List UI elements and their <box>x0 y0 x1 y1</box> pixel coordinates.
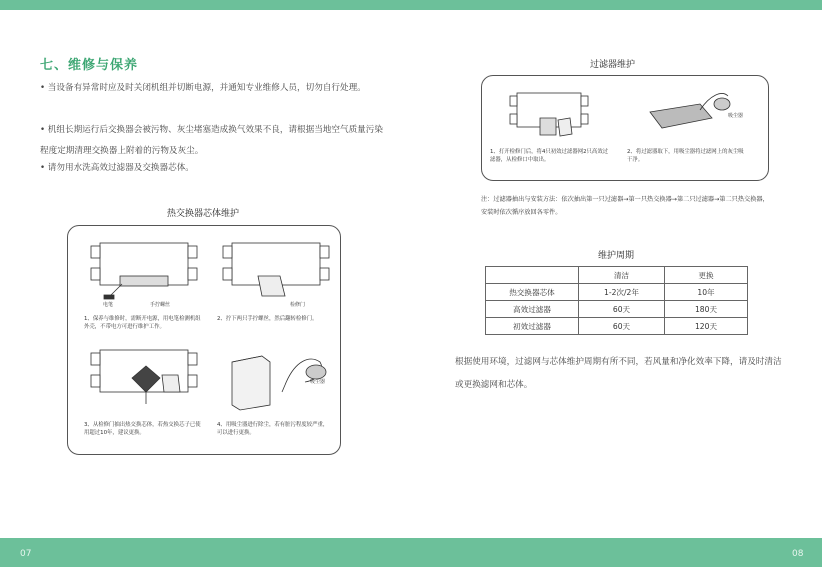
bottom-accent-bar <box>0 538 822 567</box>
core-step3-caption: 3、从检修门抽出热交换芯体，若热交换芯子已使用超过10年，建议更换。 <box>84 422 201 436</box>
table-cell: 1-2次/2年 <box>579 284 665 301</box>
core-step1-label-screw: 手拧螺丝 <box>150 302 171 308</box>
table-cell: 10年 <box>665 284 748 301</box>
table-cell: 初效过滤器 <box>486 318 579 335</box>
paragraph-3: • 请勿用水洗高效过滤器及交换器芯体。 <box>40 163 194 173</box>
paragraph-2: • 机组长期运行后交换器会被污物、灰尘堵塞造成换气效果不良，请根据当地空气质量污染程度定期清理交换器上附着的污物及灰尘。 <box>40 125 383 156</box>
table-row <box>486 284 748 301</box>
table-header-cell: 更换 <box>665 267 748 284</box>
maintenance-text: 根据使用环境，过滤网与芯体维护周期有所不同，若风量和净化效率下降，请及时清洁或更换滤网和芯体。 <box>455 357 782 390</box>
core-step1-caption: 1、保养与维修时，需断开电源，用电笔检测机组外壳，不带电方可进行维护工作。 <box>84 316 201 330</box>
table-cell: 高效过滤器 <box>486 301 579 318</box>
page-number-left: 07 <box>20 549 32 559</box>
table-cell: 热交换器芯体 <box>486 284 579 301</box>
filter-maintenance-title: 过滤器维护 <box>590 60 636 70</box>
filter-step1-caption: 1、打开检修门后，将4只初效过滤器网2只高效过滤器，从检修口中取出。 <box>490 149 609 163</box>
table-cell: 120天 <box>665 318 748 335</box>
table-header-row <box>486 267 748 284</box>
page-number-right: 08 <box>792 549 804 559</box>
core-step1-label-pen: 电笔 <box>103 302 114 308</box>
core-step4-label-vacuum: 吸尘器 <box>310 379 326 385</box>
table-cell: 180天 <box>665 301 748 318</box>
core-step4-caption: 4、用吸尘器进行除尘，若有脏污程度较严重，可以进行更换。 <box>217 422 329 436</box>
core-maintenance-title: 热交换器芯体维护 <box>167 209 240 219</box>
section-title: 七、维修与保养 <box>40 58 139 73</box>
filter-step2-caption: 2、将过滤器取下，用吸尘器将过滤网上的灰尘吸干净。 <box>627 149 744 163</box>
table-header-cell <box>486 267 579 284</box>
paragraph-1: • 当设备有异常时应及时关闭机组并切断电源，并通知专业维修人员，切勿自行处理。 <box>40 83 366 93</box>
core-step2-caption: 2、拧下两只手拧螺丝，然后翻转检修门。 <box>217 316 318 322</box>
core-step2-label-door: 检修门 <box>290 302 306 308</box>
table-cell: 60天 <box>579 318 665 335</box>
maintenance-cycle-title: 维护周期 <box>598 251 635 261</box>
filter-note: 注：过滤器抽出与安装方法：依次抽出第一只过滤器→第一只热交换器→第二只过滤器→第二只热交换器，安装时依次循序放回各零件。 <box>481 196 769 216</box>
table-row <box>486 301 748 318</box>
table-cell: 60天 <box>579 301 665 318</box>
table-row <box>486 318 748 335</box>
filter-step2-label-vacuum: 吸尘器 <box>728 113 744 119</box>
table-header-cell: 清洁 <box>579 267 665 284</box>
maintenance-table <box>485 266 748 335</box>
